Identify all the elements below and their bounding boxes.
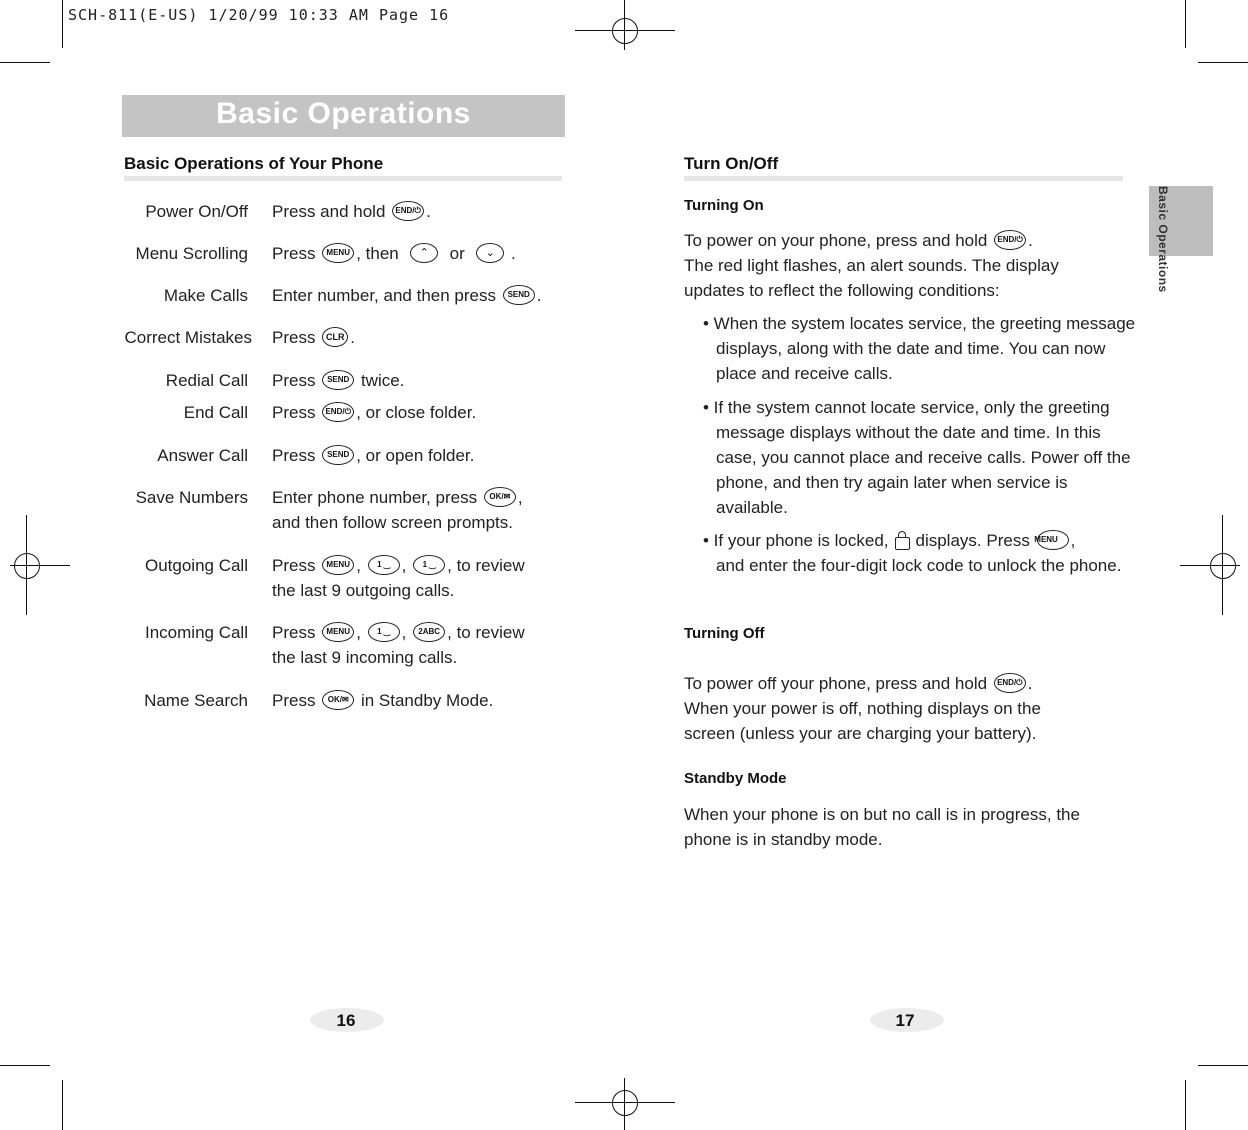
section-rule <box>684 176 1123 181</box>
down-key-icon: ⌄ <box>476 243 504 263</box>
row-desc: Enter number, and then press SEND . <box>272 286 542 305</box>
one-key-icon: 1 ‿ <box>413 555 445 575</box>
menu-key-icon: MENU <box>322 622 354 642</box>
print-slug: SCH-811(E-US) 1/20/99 10:33 AM Page 16 <box>68 6 450 24</box>
row-desc: Press END/⏻ , or close folder. <box>272 403 477 422</box>
up-key-icon: ⌃ <box>410 243 438 263</box>
row-label: Incoming Call <box>145 623 248 642</box>
row-desc: Press and hold END/⏻ . <box>272 202 431 221</box>
side-tab-label: Basic Operations <box>1156 186 1170 293</box>
turning-off-text: To power off your phone, press and hold END/⏻ . When your power is off, nothing displays on the screen (unless your are charging your battery). <box>684 674 1041 743</box>
row-label: Menu Scrolling <box>135 244 248 263</box>
row-label: Answer Call <box>157 446 248 465</box>
section-title: Basic Operations of Your Phone <box>124 154 384 173</box>
standby-text: When your phone is on but no call is in progress, the phone is in standby mode. <box>684 805 1080 849</box>
clr-key-icon: CLR <box>322 327 348 347</box>
menu-key-icon: MENU <box>322 555 354 575</box>
row-label: Save Numbers <box>135 488 248 507</box>
row-label: Redial Call <box>165 371 248 390</box>
one-key-icon: 1 ‿ <box>368 622 400 642</box>
page-number: 16 <box>336 1011 356 1030</box>
row-label: Power On/Off <box>145 202 248 221</box>
section-rule <box>124 176 562 181</box>
menu-key-icon: MENU <box>322 243 354 263</box>
turning-on-title: Turning On <box>684 197 764 214</box>
lock-icon <box>895 537 910 550</box>
page-title: Basic Operations <box>216 97 471 130</box>
turning-off-title: Turning Off <box>684 625 765 642</box>
row-desc: Press CLR . <box>272 328 355 347</box>
row-label: Outgoing Call <box>144 556 248 575</box>
one-key-icon: 1 ‿ <box>368 555 400 575</box>
bullet-service-found: • When the system locates service, the greeting message displays, along with the date and time. You can now place and receive calls. <box>703 314 1136 383</box>
end-key-icon: END/⏻ <box>994 673 1026 693</box>
end-key-icon: END/⏻ <box>322 402 354 422</box>
end-key-icon: END/⏻ <box>392 201 424 221</box>
row-label: End Call <box>183 403 248 422</box>
end-key-icon: END/⏻ <box>994 230 1026 250</box>
row-desc: Press OK/✉ in Standby Mode. <box>272 691 494 710</box>
row-desc: Enter phone number, press OK/✉ , and then follow screen prompts. <box>272 488 523 532</box>
menu-key-icon: MENU <box>1037 530 1069 550</box>
bullet-no-service: • If the system cannot locate service, only the greeting message displays without the date and time. In this case, you cannot place and receive calls. Power off the phone, and then try again later when service is available. <box>703 398 1131 517</box>
standby-title: Standby Mode <box>684 770 787 787</box>
row-label: Make Calls <box>163 286 248 305</box>
row-desc: Press SEND , or open folder. <box>272 446 475 465</box>
row-label: Correct Mistakes <box>124 328 252 347</box>
turning-on-text: To power on your phone, press and hold END/⏻ . The red light flashes, an alert sounds. The display updates to reflect the following conditions: <box>684 231 1059 300</box>
send-key-icon: SEND <box>503 285 535 305</box>
row-desc: Press MENU , 1 ‿ , 2ABC , to review the last 9 incoming calls. <box>272 623 525 667</box>
row-desc: Press SEND twice. <box>272 371 405 390</box>
two-key-icon: 2ABC <box>413 622 445 642</box>
section-title: Turn On/Off <box>684 154 779 173</box>
row-label: Name Search <box>144 691 248 710</box>
send-key-icon: SEND <box>322 370 354 390</box>
ok-key-icon: OK/✉ <box>484 487 516 507</box>
row-desc: Press MENU , then ⌃ or ⌄ . <box>272 244 516 263</box>
page-number: 17 <box>895 1011 915 1030</box>
row-desc: Press MENU , 1 ‿ , 1 ‿ , to review the last 9 outgoing calls. <box>272 556 525 600</box>
ok-key-icon: OK/✉ <box>322 690 354 710</box>
bullet-locked: • If your phone is locked, displays. Press MENU , and enter the four-digit lock code to unlock the phone. <box>703 531 1122 575</box>
send-key-icon: SEND <box>322 445 354 465</box>
